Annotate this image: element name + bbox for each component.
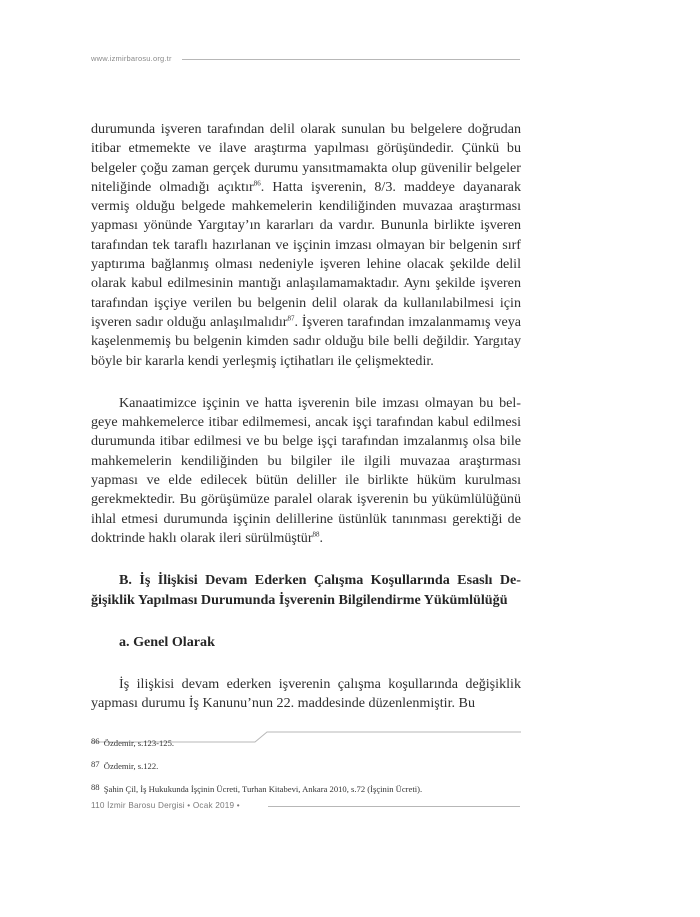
footer-rule	[268, 806, 520, 807]
subsection-heading-a: a. Genel Olarak	[119, 633, 215, 650]
page-body	[91, 120, 521, 714]
body-paragraph-1	[91, 120, 521, 371]
footnote-number: 87	[91, 759, 100, 769]
paragraph-text: durumunda işveren tarafından delil olarak sunulan bu belgelere doğrudan itibar etmemekte ve ilave araştırma yapılması görüşündedir. Çünkü bu belgeler çoğu zaman gerçek durumu yansıtmamakta olup güvenilir belgeler niteliğinde olmadığı açıktır	[91, 121, 521, 195]
body-paragraph-3: İş ilişkisi devam ederken işverenin çalışma koşullarında değişiklik yapması durumu İş Kanunu’nun 22. maddesinde düzenlenmiştir. Bu	[91, 676, 521, 712]
footnotes	[91, 738, 521, 807]
footnote-88	[91, 784, 521, 795]
paragraph-text: . İşveren tarafından imzalanmamış veya kaşelenmemiş bu belgenin kimden sadır olduğu bile belli değildir. Yargıtay böyle bir kararla kendi yerleşmiş içtihatları ile çelişmektedir.	[91, 313, 522, 369]
footnote-86	[91, 738, 521, 749]
footnote-number: 86	[91, 736, 100, 746]
footnote-87	[91, 761, 521, 772]
header-rule	[182, 59, 520, 60]
footnote-text: Şahin Çil, İş Hukukunda İşçinin Ücreti, Turhan Kitabevi, Ankara 2010, s.72 (İşçinin Ücreti).	[103, 784, 423, 794]
footnote-ref-87[interactable]: 87	[287, 314, 295, 323]
paragraph-text: . Hatta işverenin, 8/3. maddeye dayanarak vermiş olduğu belgede mahkemelerin kendiliğinden muvazaa araştırması yapması yönünde Yargıtay’ın kararları da vardır. Bununla birlikte işveren tarafından tek taraflı hazırlanan ve işçinin imzası olmayan bir belgenin sırf yaptırıma bağlanmış olması nedeniyle işveren lehine olacak şekilde delil olarak kabul edilmesinin mantığı anlaşılamamaktadır. Aynı şekilde işveren tarafından işçiye verilen bu belgenin delil olarak da kullanılabilmesi için işveren sadır olduğu anlaşılmalıdır	[91, 178, 521, 330]
footnote-number: 88	[91, 782, 100, 792]
header-url: www.izmirbarosu.org.tr	[91, 54, 172, 63]
footnote-text: Özdemir, s.123-125.	[103, 738, 175, 748]
paragraph-text: Kanaatimizce işçinin ve hatta işverenin bile imzası olmayan bu belgeye mahkemelerce itibar edilmemesi, ancak işçi tarafından kabul edilmesi durumunda itibar edilmesi ve bu belge işçi tarafından imzalanmış olsa bile mahkemelerin kendiliğinden bu bilgiler ile ilgili muvazaa araştırması yapması ve elde edilecek bütün deliller ile birlikte hüküm kurulması gerekmektedir. Bu görüşümüze paralel olarak işverenin bu yükümlülüğünü ihlal etmesi durumunda işçinin delillerine üstünlük tanınması gerektiği de doktrinde haklı olarak ileri sürülmüştür	[91, 394, 521, 546]
page-footer: 110 İzmir Barosu Dergisi • Ocak 2019 •	[91, 801, 240, 810]
section-heading-b: B. İş İlişkisi Devam Ederken Çalışma Koşullarında Esaslı Değişiklik Yapılması Durumunda İşverenin Bilgilendirme Yükümlülüğü	[91, 572, 521, 608]
footnote-ref-86[interactable]: 86	[253, 179, 261, 188]
footnote-text: Özdemir, s.122.	[103, 761, 159, 771]
paragraph-text: .	[319, 529, 324, 546]
footnote-ref-88[interactable]: 88	[312, 530, 320, 539]
body-paragraph-2	[91, 394, 521, 548]
